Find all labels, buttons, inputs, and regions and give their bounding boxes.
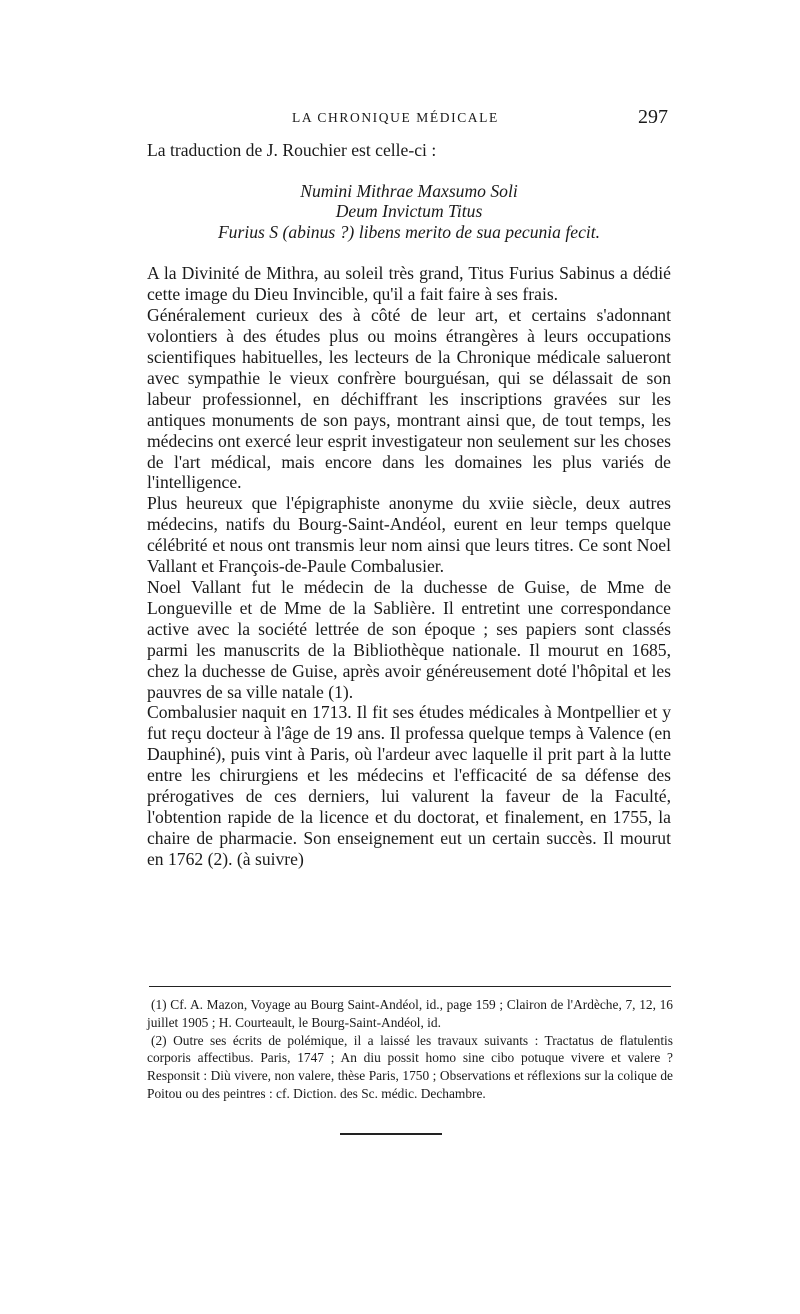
body-text — [147, 140, 671, 870]
footnote-divider — [149, 986, 671, 987]
end-rule — [340, 1133, 442, 1135]
footnote-2: (2) Outre ses écrits de polémique, il a laissé les travaux suivants : Tractatus de flatulentis corporis affectibus. Paris, 1747 ; An diu possit homo sine cibo potuque vivere et valere ? Responsit : Diù vivere, non valere, thèse Paris, 1750 ; Observations et réflexions sur la colique de Poitou ou des peintres : cf. Diction. des Sc. médic. Dechambre. — [147, 1032, 673, 1101]
paragraph-curieux: Généralement curieux des à côté de leur art, et certains s'adonnant volontiers à des études plus ou moins étrangères à leurs occupations scientifiques habituelles, les lecteurs de la Chronique médicale salueront avec sympathie le vieux confrère bourguésan, qui se délassait de son labeur professionnel, en déchiffrant les inscriptions gravées sur les antiques monuments de son pays, montrant ainsi que, de tout temps, les médecins ont exercé leur esprit investigateur non seulement sur les choses de l'art médical, mais encore dans les domaines les plus variés de l'intelligence. — [147, 305, 671, 493]
intro-line: La traduction de J. Rouchier est celle-ci : — [147, 140, 437, 160]
page-header — [0, 106, 800, 136]
paragraph-noel-vallant: Noel Vallant fut le médecin de la duchesse de Guise, de Mme de Longueville et de Mme de la Sablière. Il entretint une correspondance active avec la société lettrée de son époque ; ses papiers sont classés parmi les manuscrits de la Bibliothèque nationale. Il mourut en 1685, chez la duchesse de Guise, après avoir généreusement doté l'hôpital et les pauvres de sa ville natale (1). — [147, 577, 671, 702]
paragraph-translation: A la Divinité de Mithra, au soleil très grand, Titus Furius Sabinus a dédié cette image du Dieu Invincible, qu'il a fait faire à ses frais. — [147, 263, 671, 305]
inscription-line: Furius S (abinus ?) libens merito de sua pecunia fecit. — [217, 221, 601, 242]
page-number: 297 — [638, 106, 668, 128]
paragraph-combalusier: Combalusier naquit en 1713. Il fit ses études médicales à Montpellier et y fut reçu docteur à l'âge de 19 ans. Il professa quelque temps à Valence (en Dauphiné), puis vint à Paris, où l'ardeur avec laquelle il prit part à la lutte entre les chirurgiens et les médecins et l'efficacité de sa défense des prérogatives de ces derniers, lui valurent la faveur de la Faculté, l'obtention rapide de la licence et du doctorat, et finalement, en 1755, la chaire de pharmacie. Son enseignement eut un certain succès. Il mourut en 1762 (2). (à suivre) — [147, 702, 671, 869]
footnote-1: (1) Cf. A. Mazon, Voyage au Bourg Saint-Andéol, id., page 159 ; Clairon de l'Ardèche, 7, 12, 16 juillet 1905 ; H. Courteault, le Bourg-Saint-Andéol, id. — [147, 997, 673, 1030]
inscription-line: Deum Invictum Titus — [335, 201, 483, 222]
paragraph-plus-heureux: Plus heureux que l'épigraphiste anonyme du xviie siècle, deux autres médecins, natifs du Bourg-Saint-Andéol, eurent en leur temps quelque célébrité et nous ont transmis leur nom ainsi que leurs titres. Ce sont Noel Vallant et François-de-Paule Combalusier. — [147, 493, 671, 577]
latin-inscription — [147, 181, 671, 243]
footnotes — [147, 996, 673, 1103]
inscription-line: Numini Mithrae Maxsumo Soli — [300, 180, 518, 201]
running-title: LA CHRONIQUE MÉDICALE — [292, 110, 499, 125]
